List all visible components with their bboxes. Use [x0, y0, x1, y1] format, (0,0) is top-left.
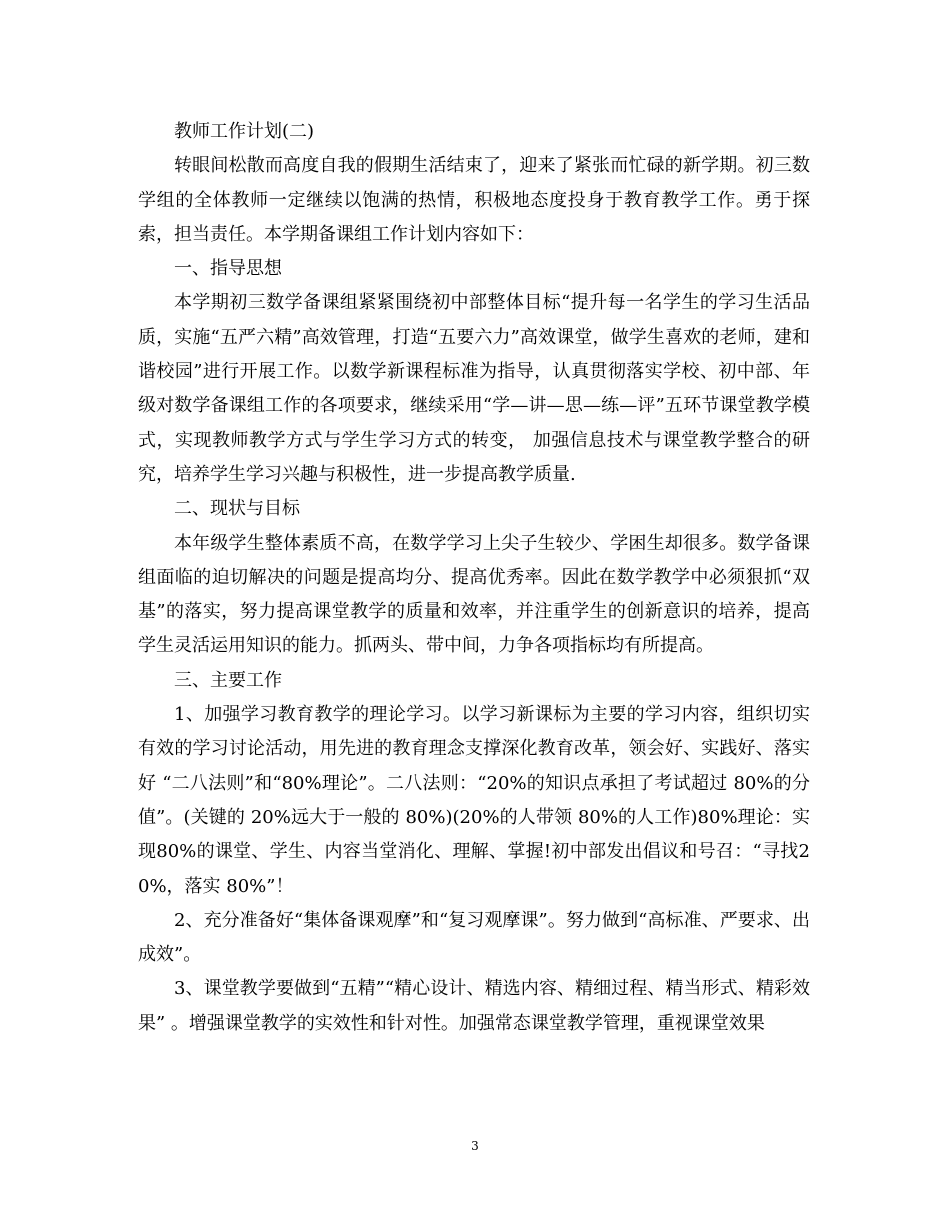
document-body	[138, 115, 810, 1041]
work-item-2: 2、充分准备好“集体备课观摩”和“复习观摩课”。努力做到“高标准、严要求、出成效”。	[138, 909, 810, 966]
section-heading-main-work: 三、主要工作	[174, 669, 282, 691]
work-item-3: 3、课堂教学要做到“五精”“精心设计、精选内容、精细过程、精当形式、精彩效果” 。增强课堂教学的实效性和针对性。加强常态课堂教学管理，重视课堂效果	[138, 978, 810, 1034]
section-heading-status-and-goals: 二、现状与目标	[174, 498, 300, 520]
document-title: 教师工作计划(二)	[174, 121, 315, 142]
page-number: 3	[471, 1139, 479, 1153]
section-paragraph-guiding-ideology: 本学期初三数学备课组紧紧围绕初中部整体目标“提升每一名学生的学习生活品质，实施“五严六精”高效管理，打造“五要六力”高效课堂，做学生喜欢的老师，建和谐校园”进行开展工作。以数学新课程标准为指导，认真贯彻落实学校、初中部、年级对数学备课组工作的各项要求，继续采用“学—讲—思—练—评”五环节课堂教学模式，实现教师教学方式与学生学习方式的转变， 加强信息技术与课堂教学整合的研究，培养学生学习兴趣与积极性，进一步提高教学质量.	[138, 292, 810, 485]
section-paragraph-status-and-goals: 本年级学生整体素质不高，在数学学习上尖子生较少、学困生却很多。数学备课组面临的迫切解决的问题是提高均分、提高优秀率。因此在数学教学中必须狠抓“双基”的落实，努力提高课堂教学的质量和效率，并注重学生的创新意识的培养，提高学生灵活运用知识的能力。抓两头、带中间，力争各项指标均有所提高。	[138, 532, 810, 657]
intro-paragraph: 转眼间松散而高度自我的假期生活结束了，迎来了紧张而忙碌的新学期。初三数学组的全体教师一定继续以饱满的热情，积极地态度投身于教育教学工作。勇于探索，担当责任。本学期备课组工作计划内容如下：	[138, 155, 810, 245]
section-heading-guiding-ideology: 一、指导思想	[174, 258, 282, 280]
work-item-1: 1、加强学习教育教学的理论学习。以学习新课标为主要的学习内容，组织切实有效的学习讨论活动，用先进的教育理念支撑深化教育改革，领会好、实践好、落实好 “二八法则”和“80%理论”。二八法则：“20%的知识点承担了考试超过 80%的分值”。(关键的 20%远大于一般的 80%)(20%的人带领 80%的人工作)80%理论：实现80%的课堂、学生、内容当堂消化、理解、掌握!初中部发出倡议和号召：“寻找20%，落实 80%”！	[138, 704, 810, 897]
